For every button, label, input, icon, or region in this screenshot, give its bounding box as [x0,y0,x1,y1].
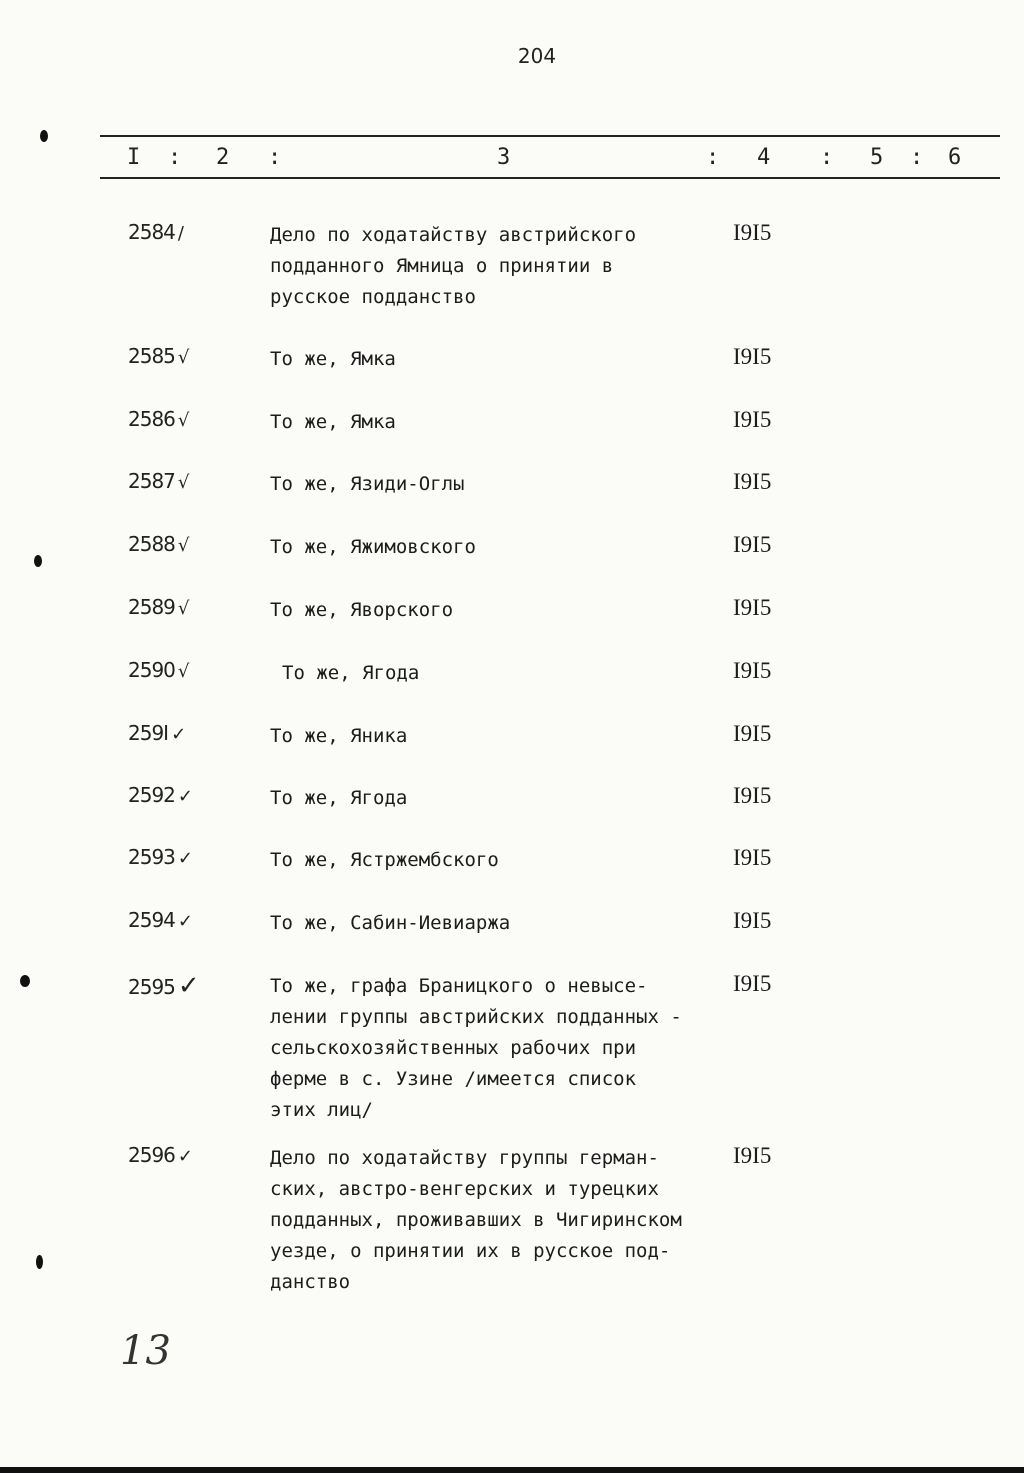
check-mark: √ [177,661,189,682]
record-number: 2593 ✓ [128,845,192,869]
record-description: То же, Яжимовского [270,536,476,558]
record-description: То же, Яворского [270,599,454,621]
record-year: I9I5 [733,783,772,808]
record-number: 2589 √ [128,595,189,619]
record-year: I9I5 [733,1143,772,1168]
record-number: 2585 √ [128,344,189,368]
check-mark: ✓ [177,911,192,932]
record-description: То же, Язиди-Оглы [270,473,465,495]
check-mark: √ [177,598,189,619]
check-mark: ✓ [177,1146,192,1167]
record-year: I9I5 [733,469,772,494]
record-year: I9I5 [733,532,772,557]
header-sep: : [268,145,282,170]
punch-hole-mark [40,130,48,142]
record-year: I9I5 [733,407,772,432]
check-mark: √ [177,535,189,556]
header-col-2: 2 [216,145,230,170]
header-col-3: 3 [497,145,511,170]
scan-bottom-edge [0,1467,1024,1473]
punch-hole-mark [20,975,30,987]
header-col-6: 6 [948,145,962,170]
record-year: I9I5 [733,658,772,683]
header-top-rule [100,135,1000,137]
record-description: То же, Сабин-Иевиаржа [270,912,511,934]
record-year: I9I5 [733,344,772,369]
check-mark: ✓ [171,724,186,745]
record-description: То же, Ягода [282,662,420,684]
header-sep: : [168,145,182,170]
header-bottom-rule [100,177,1000,179]
record-year: I9I5 [733,220,772,245]
header-col-4: 4 [757,145,771,170]
punch-hole-mark [34,555,42,567]
record-number: 2595 ✓ [128,971,199,1001]
punch-hole-mark [36,1255,43,1269]
handwritten-margin-note: 13 [120,1328,171,1374]
record-number: 2588 √ [128,532,189,556]
record-number: 259I ✓ [128,721,186,745]
record-description: То же, Ягода [270,787,408,809]
check-mark: ✓ [177,971,199,1001]
header-sep: : [820,145,834,170]
record-number: 2586 √ [128,407,189,431]
record-description: Дело по ходатайству австрийского подданного Ямница о принятии в русское подданство [270,224,637,308]
header-col-1: I [127,145,141,170]
record-number: 2596 ✓ [128,1143,192,1167]
check-mark: √ [177,410,189,431]
record-year: I9I5 [733,971,772,996]
record-year: I9I5 [733,908,772,933]
record-description: То же, Ямка [270,411,396,433]
record-description: То же, графа Браницкого о невысе- лении группы австрийских подданных - сельскохозяйственных рабочих при ферме в с. Узине /имеется список этих лиц/ [270,975,682,1121]
check-mark: ✓ [177,848,192,869]
check-mark: ✓ [177,786,192,807]
record-description: То же, Ястржембского [270,849,499,871]
check-mark: √ [177,472,189,493]
page-number: 204 [517,44,557,68]
record-number: 2584 / [128,220,183,244]
record-year: I9I5 [733,721,772,746]
header-sep: : [910,145,924,170]
check-mark: √ [177,347,189,368]
header-sep: : [706,145,720,170]
record-year: I9I5 [733,595,772,620]
record-description: Дело по ходатайству группы герман- ских, австро-венгерских и турецких подданных, проживавших в Чигиринском уезде, о принятии их в русское под- данство [270,1147,682,1293]
header-col-5: 5 [870,145,884,170]
check-mark: / [177,223,183,244]
record-description: То же, Ямка [270,348,396,370]
record-number: 2594 ✓ [128,908,192,932]
record-year: I9I5 [733,845,772,870]
record-number: 2592 ✓ [128,783,192,807]
record-description: То же, Яника [270,725,408,747]
record-number: 2590 √ [128,658,189,682]
record-number: 2587 √ [128,469,189,493]
